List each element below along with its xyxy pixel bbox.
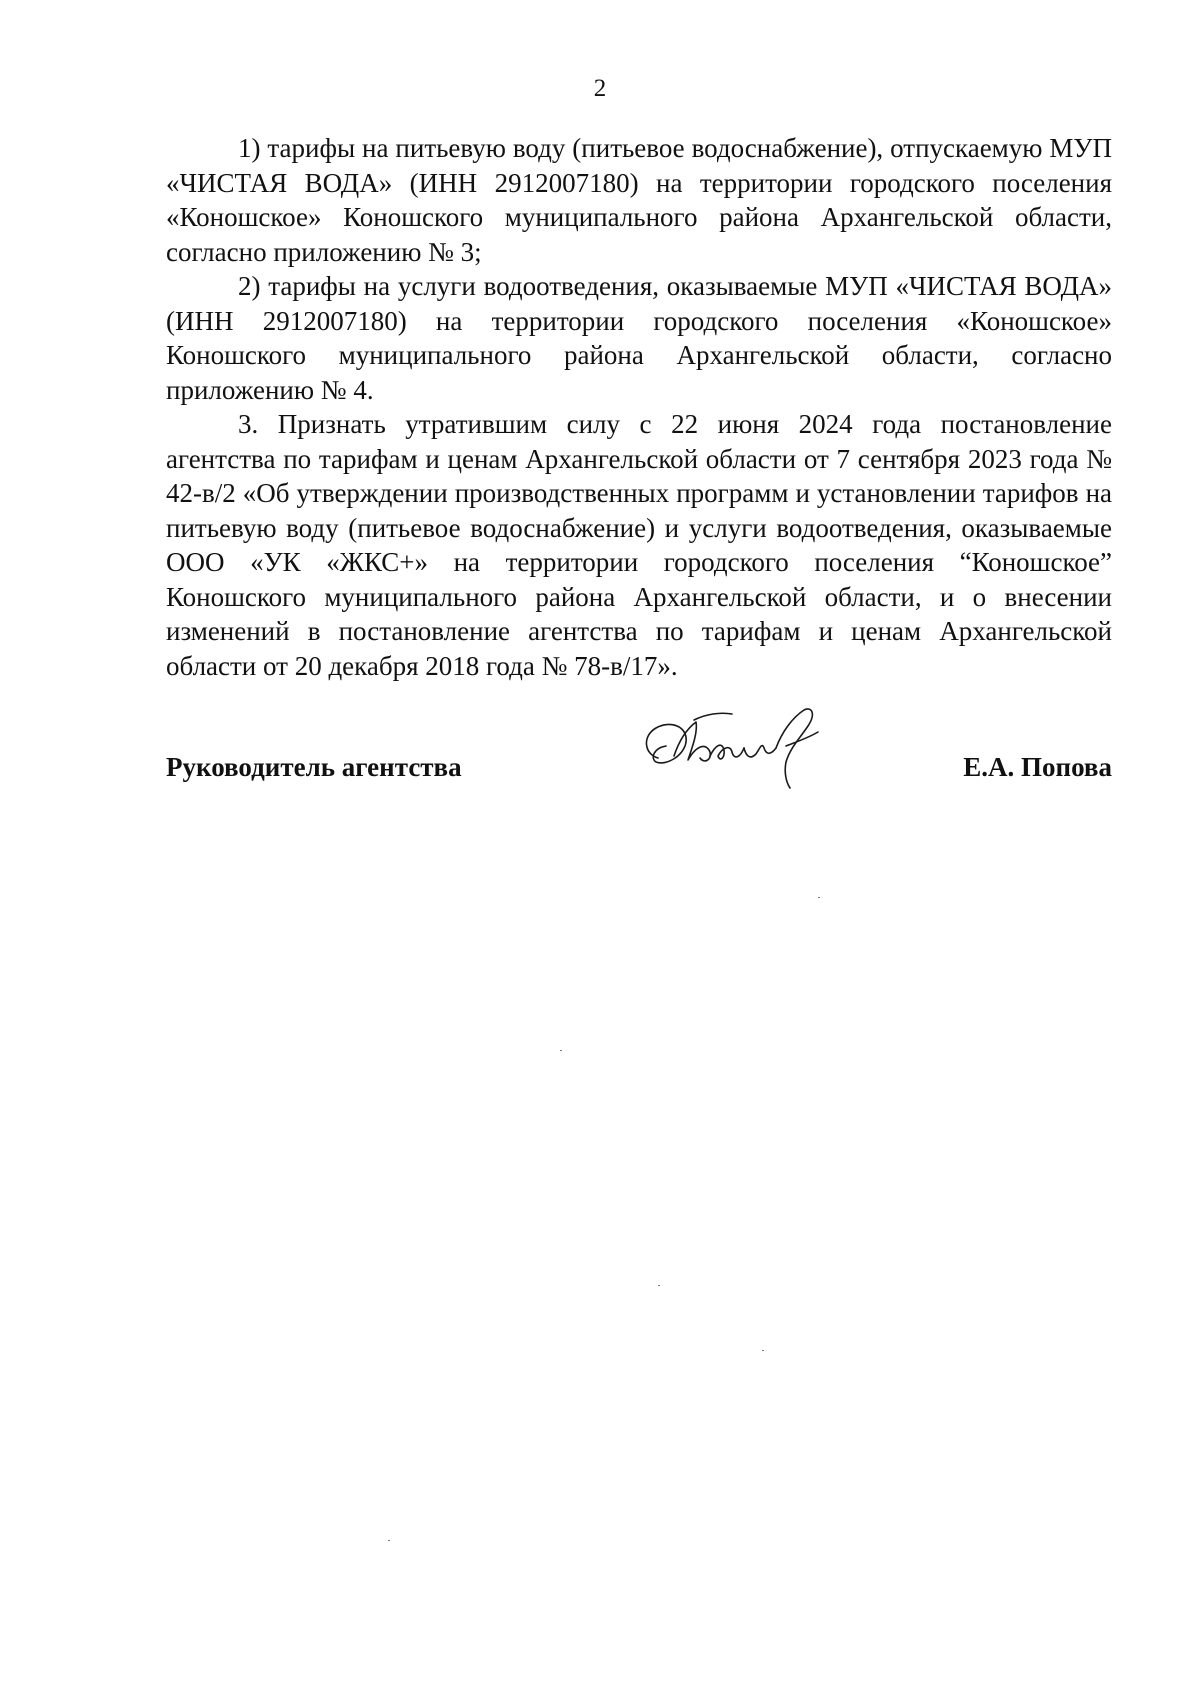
scan-speck bbox=[818, 897, 820, 898]
signer-name: Е.А. Попова bbox=[963, 752, 1112, 782]
paragraph-item-1: 1) тарифы на питьевую воду (питьевое водоснабжение), отпускаемую МУП «ЧИСТАЯ ВОДА» (ИНН 2912007180) на территории городского поселения «Коношское» Коношского муниципального района Архангельской области, согласно приложению № 3; bbox=[166, 133, 1112, 267]
scan-speck bbox=[388, 1540, 390, 1541]
paragraph-item-3: 3. Признать утратившим силу с 22 июня 2024 года постановление агентства по тарифам и ценам Архангельской области от 7 сентября 2023 года № 42-в/2 «Об утверждении производственных программ и установлении тарифов на питьевую воду (питьевое водоснабжение) и услуги водоотведения, оказываемые ООО «УК «ЖКС+» на территории городского поселения “Коношское” Коношского муниципального района Архангельской области, и о внесении изменений в постановление агентства по тарифам и ценам Архангельской области от 20 декабря 2018 года № 78-в/17». bbox=[166, 409, 1112, 681]
signer-title: Руководитель агентства bbox=[166, 752, 462, 782]
scan-speck bbox=[658, 1285, 660, 1286]
signature-block bbox=[166, 726, 1112, 836]
paragraph-item-2: 2) тарифы на услуги водоотведения, оказываемые МУП «ЧИСТАЯ ВОДА» (ИНН 2912007180) на территории городского поселения «Коношское» Коношского муниципального района Архангельской области, согласно приложению № 4. bbox=[166, 271, 1112, 405]
handwritten-signature bbox=[636, 692, 826, 796]
scan-speck bbox=[762, 1350, 764, 1351]
scan-speck bbox=[560, 1050, 562, 1051]
document-body bbox=[166, 131, 1112, 683]
page-number: 2 bbox=[593, 75, 607, 102]
